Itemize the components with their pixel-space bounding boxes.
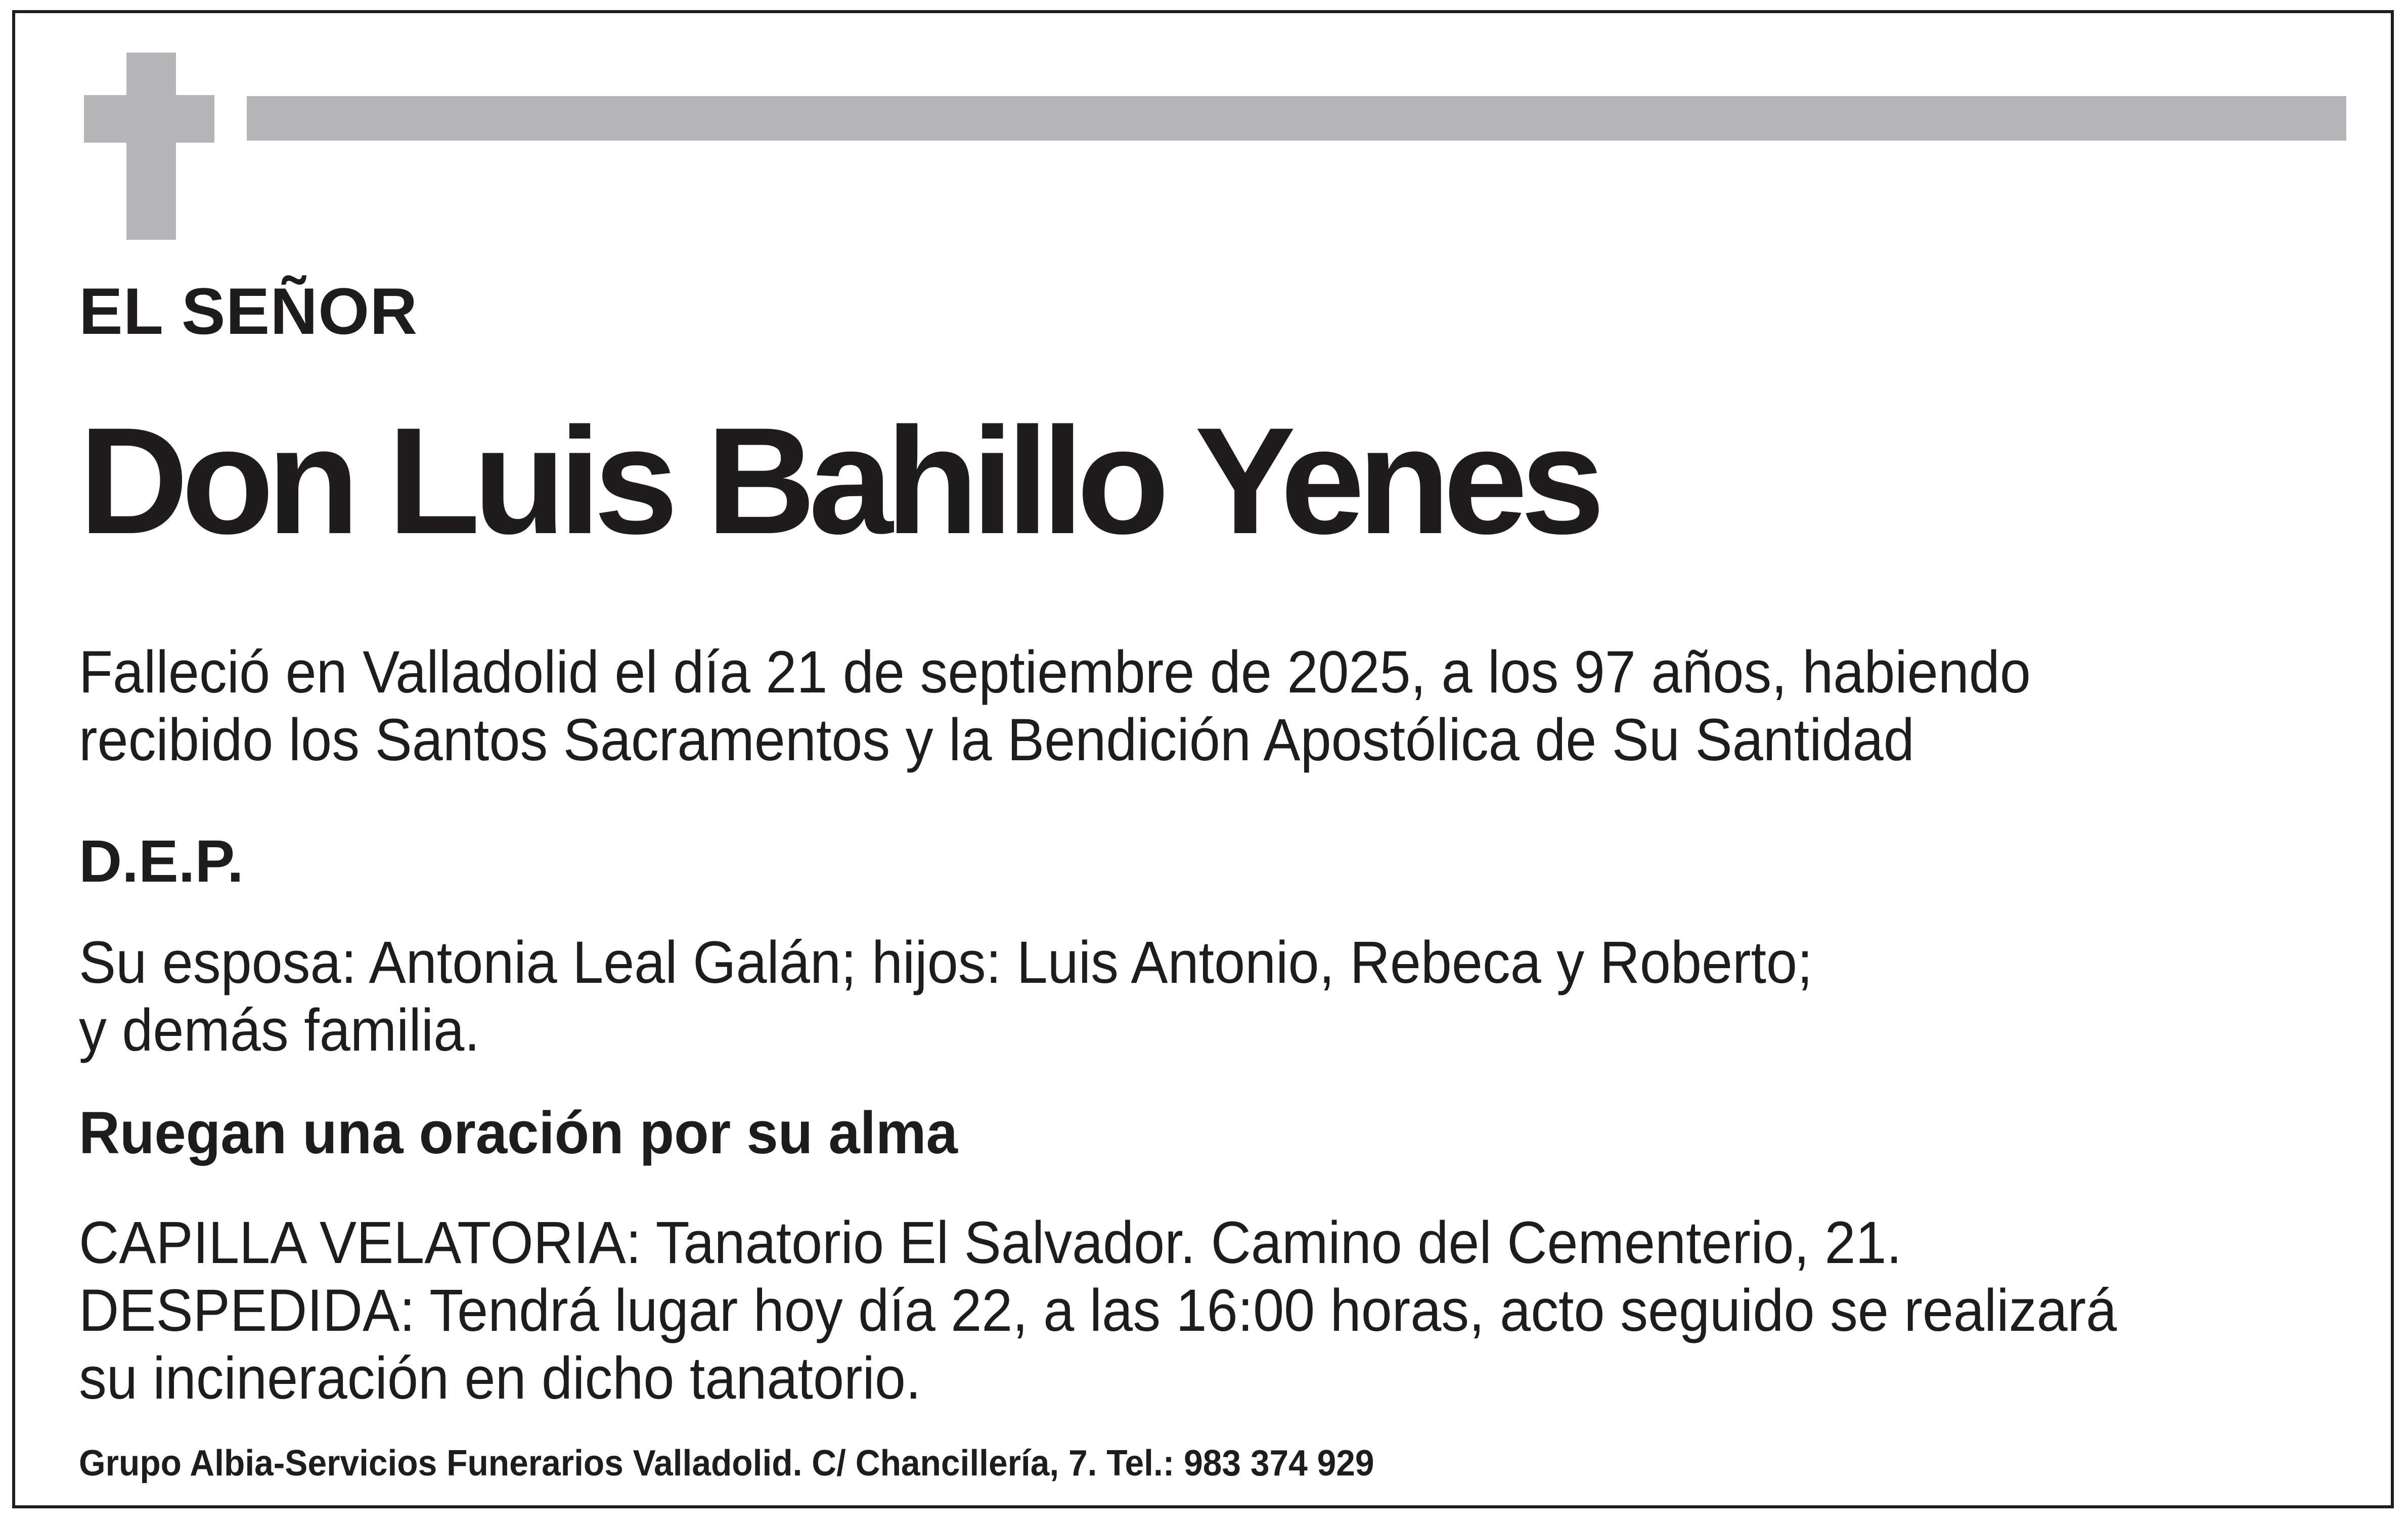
deceased-name: Don Luis Bahillo Yenes	[79, 396, 1598, 566]
service-line: DESPEDIDA: Tendrá lugar hoy día 22, a las 16:00 horas, acto seguido se realizará	[79, 1277, 2117, 1344]
honorific: EL SEÑOR	[79, 274, 418, 348]
cross-horizontal-bar	[84, 95, 214, 143]
funeral-home-footer: Grupo Albia-Servicios Funerarios Valladolid. C/ Chancillería, 7. Tel.: 983 374 929	[79, 1443, 1374, 1484]
service-line: CAPILLA VELATORIA: Tanatorio El Salvador. Camino del Cementerio, 21.	[79, 1209, 1902, 1276]
family-line: Su esposa: Antonia Leal Galán; hijos: Luis Antonio, Rebeca y Roberto;	[79, 929, 1813, 996]
header-rule	[247, 96, 2346, 141]
death-notice	[79, 638, 2031, 774]
service-details	[79, 1209, 2117, 1412]
service-line: su incineración en dicho tanatorio.	[79, 1345, 921, 1412]
cross-vertical-bar	[126, 53, 176, 240]
death-notice-line: Falleció en Valladolid el día 21 de septiembre de 2025, a los 97 años, habiendo	[79, 639, 2031, 706]
rip-label: D.E.P.	[79, 828, 244, 895]
prayer-request: Ruegan una oración por su alma	[79, 1100, 958, 1166]
family-line: y demás familia.	[79, 997, 480, 1064]
death-notice-line: recibido los Santos Sacramentos y la Bendición Apostólica de Su Santidad	[79, 707, 1914, 773]
family-list	[79, 929, 1813, 1064]
